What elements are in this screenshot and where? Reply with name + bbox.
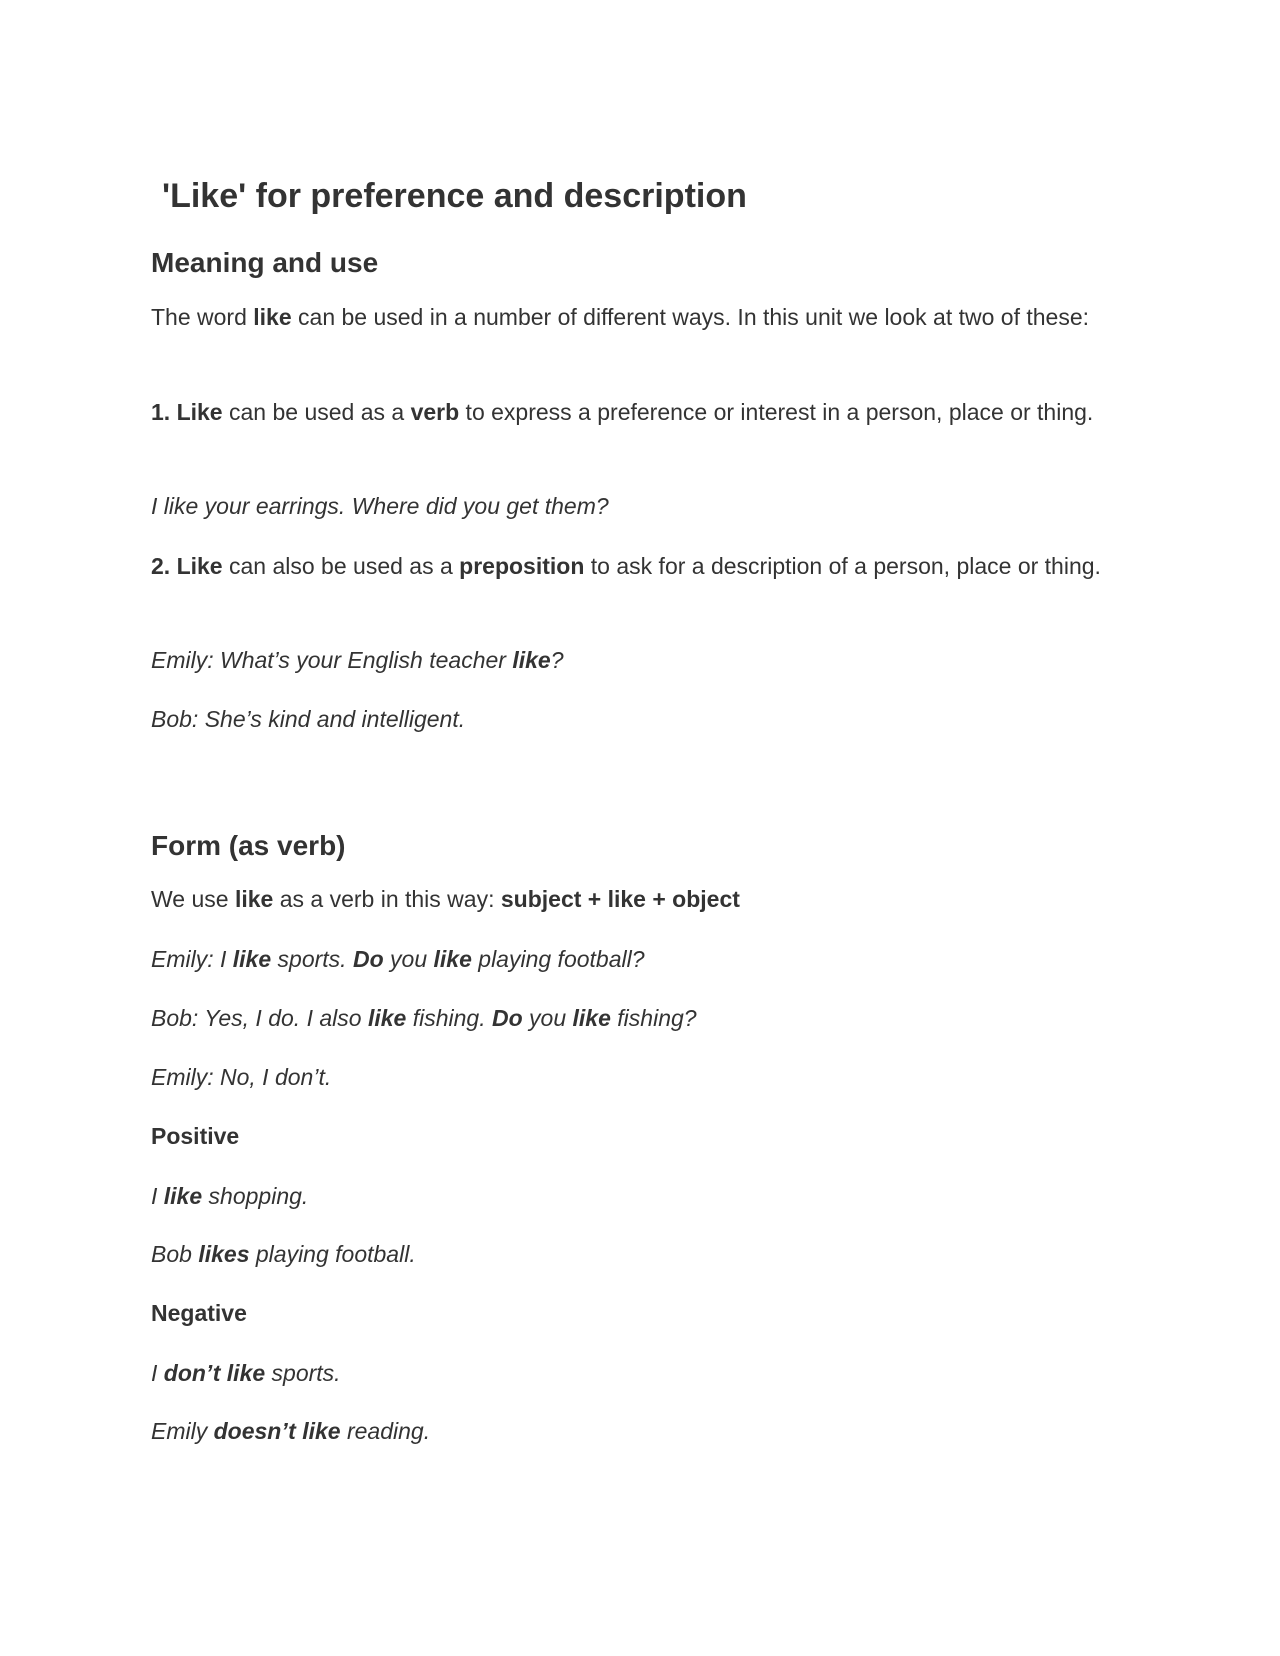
text-run: I <box>151 1183 164 1209</box>
text-run: The word <box>151 304 254 330</box>
bold-run: preposition <box>459 553 585 579</box>
positive-example-1 <box>151 1178 308 1214</box>
text-run: Bob: Yes, I do. I also <box>151 1005 368 1031</box>
page-title: 'Like' for preference and description <box>162 177 747 215</box>
text-run: can be used as a <box>222 399 411 425</box>
form-pattern: subject + like + object <box>500 886 740 912</box>
negative-example-2 <box>151 1413 430 1449</box>
text-run: shopping. <box>202 1183 309 1209</box>
dialogue-line-2 <box>151 1000 697 1036</box>
bold-run: likes <box>198 1241 250 1267</box>
example-2-answer: Bob: She’s kind and intelligent. <box>151 706 466 732</box>
negative-example-1 <box>151 1355 341 1391</box>
point-2-paragraph <box>151 548 1141 584</box>
bold-run: like <box>232 946 272 972</box>
section-heading-form: Form (as verb) <box>151 830 346 861</box>
bold-run: like <box>433 946 472 972</box>
point-1-paragraph <box>151 394 1141 430</box>
section-heading-meaning: Meaning and use <box>151 247 379 278</box>
bold-run: like <box>367 1005 407 1031</box>
bold-run: Like <box>176 399 223 425</box>
bold-run: like <box>234 886 274 912</box>
text-run: sports. <box>271 946 353 972</box>
example-2-question <box>151 642 564 678</box>
text-run: as a verb in this way: <box>273 886 501 912</box>
text-run: fishing. <box>406 1005 492 1031</box>
bold-run: like <box>512 647 551 673</box>
text-run: fishing? <box>610 1005 697 1031</box>
text-run: playing football. <box>249 1241 416 1267</box>
bold-run: Do <box>352 946 384 972</box>
text-run: reading. <box>340 1418 431 1444</box>
text-run: Emily: I <box>151 946 233 972</box>
list-number: 2. <box>151 553 177 579</box>
subheading-positive: Positive <box>151 1123 240 1149</box>
bold-run: like <box>163 1183 203 1209</box>
subheading-negative: Negative <box>151 1300 247 1326</box>
positive-example-2 <box>151 1236 416 1272</box>
text-run: ? <box>550 647 564 673</box>
text-run: to ask for a description of a person, place or thing. <box>584 553 1101 579</box>
example-1: I like your earrings. Where did you get them? <box>151 493 609 519</box>
bold-run: like <box>572 1005 611 1031</box>
bold-run: Do <box>491 1005 523 1031</box>
text-run: can also be used as a <box>222 553 460 579</box>
text-run: you <box>522 1005 573 1031</box>
bold-run: verb <box>410 399 460 425</box>
text-run: Emily: What’s your English teacher <box>151 647 513 673</box>
text-run: I <box>151 1360 164 1386</box>
bold-run: don’t like <box>163 1360 266 1386</box>
text-run: We use <box>151 886 235 912</box>
bold-run: doesn’t like <box>213 1418 341 1444</box>
text-run: sports. <box>265 1360 341 1386</box>
form-intro-paragraph <box>151 881 740 917</box>
text-run: can be used in a number of different ways. In this unit we look at two of these: <box>291 304 1090 330</box>
bold-run: like <box>253 304 292 330</box>
text-run: playing football? <box>471 946 645 972</box>
dialogue-line-1 <box>151 941 645 977</box>
bold-run: Like <box>176 553 223 579</box>
text-run: Bob <box>151 1241 199 1267</box>
list-number: 1. <box>151 399 177 425</box>
text-run: you <box>383 946 434 972</box>
text-run: to express a preference or interest in a person, place or thing. <box>459 399 1094 425</box>
text-run: Emily <box>151 1418 214 1444</box>
meaning-intro-paragraph <box>151 299 1141 335</box>
dialogue-line-3: Emily: No, I don’t. <box>151 1064 332 1090</box>
